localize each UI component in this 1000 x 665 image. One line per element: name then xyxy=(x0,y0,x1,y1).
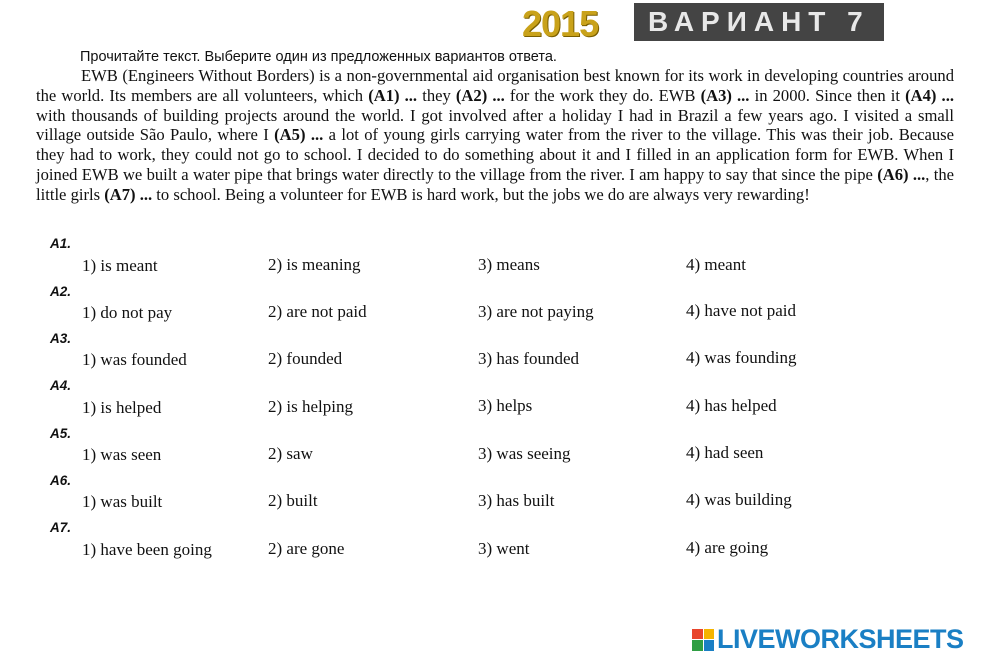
passage-text: with thousands of building projects around the world. I got involved after a holiday I had in Brazil a few years ago. I visited a small village outside São Paulo, where I xyxy=(36,105,954,145)
gap-marker-a7: (A7) ... xyxy=(104,184,153,204)
option-a4-4[interactable]: 4) has helped xyxy=(686,396,777,415)
option-a6-1[interactable]: 1) was built xyxy=(82,492,163,511)
question-label-a6: A6. xyxy=(50,473,72,488)
option-a4-1[interactable]: 1) is helped xyxy=(82,398,162,417)
option-a2-3[interactable]: 3) are not paying xyxy=(478,302,594,321)
option-a7-1[interactable]: 1) have been going xyxy=(82,540,212,559)
logo-square-green xyxy=(692,640,703,651)
gap-marker-a2: (A2) ... xyxy=(455,85,505,105)
option-a3-2[interactable]: 2) founded xyxy=(268,349,343,368)
logo-square-red xyxy=(692,629,703,640)
option-a5-1[interactable]: 1) was seen xyxy=(82,445,162,464)
question-label-a4: A4. xyxy=(50,378,72,393)
option-a2-2[interactable]: 2) are not paid xyxy=(268,302,367,321)
question-label-a5: A5. xyxy=(50,426,72,441)
option-a3-1[interactable]: 1) was founded xyxy=(82,350,187,369)
option-a5-2[interactable]: 2) saw xyxy=(268,444,313,463)
gap-marker-a4: (A4) ... xyxy=(905,85,954,105)
option-a1-3[interactable]: 3) means xyxy=(478,255,540,274)
option-a6-2[interactable]: 2) built xyxy=(268,491,318,510)
instruction-text: Прочитайте текст. Выберите один из предложенных вариантов ответа. xyxy=(80,49,557,65)
option-a7-4[interactable]: 4) are going xyxy=(686,538,769,557)
gap-marker-a5: (A5) ... xyxy=(274,125,324,145)
liveworksheets-brand xyxy=(692,624,964,655)
option-a4-2[interactable]: 2) is helping xyxy=(268,397,353,416)
reading-passage xyxy=(36,66,954,205)
question-label-a3: A3. xyxy=(50,331,72,346)
brand-name: LIVEWORKSHEETS xyxy=(717,624,964,654)
passage-text: in 2000. Since then it xyxy=(749,85,906,105)
question-label-a7: A7. xyxy=(50,520,72,535)
logo-square-blue xyxy=(704,640,715,651)
gap-marker-a1: (A1) ... xyxy=(368,85,418,105)
question-label-a2: A2. xyxy=(50,284,72,299)
passage-text: , the little girls xyxy=(36,164,954,204)
option-a2-1[interactable]: 1) do not pay xyxy=(82,303,173,322)
liveworksheets-logo-icon xyxy=(692,629,714,651)
option-a5-3[interactable]: 3) was seeing xyxy=(478,444,571,463)
passage-text: they xyxy=(417,85,456,105)
option-a5-4[interactable]: 4) had seen xyxy=(686,443,764,462)
variant-banner: ВАРИАНТ 7 xyxy=(634,3,884,41)
passage-text: for the work they do. EWB xyxy=(504,85,701,105)
passage-text: a lot of young girls carrying water from the river to the village. This was their job. Because they had to work, they could not go to school. I decided to do something about it and I filled in an application form for EWB. When I joined EWB we built a water pipe that brings water directly to the village from the river. I am happy to say that since the pipe xyxy=(36,125,954,184)
option-a7-3[interactable]: 3) went xyxy=(478,539,530,558)
option-a3-4[interactable]: 4) was founding xyxy=(686,348,797,367)
gap-marker-a6: (A6) ... xyxy=(877,164,926,184)
logo-square-yellow xyxy=(704,629,715,640)
option-a6-3[interactable]: 3) has built xyxy=(478,491,555,510)
option-a6-4[interactable]: 4) was building xyxy=(686,490,792,509)
year-label: 2015 xyxy=(522,3,599,44)
option-a7-2[interactable]: 2) are gone xyxy=(268,539,345,558)
option-a1-1[interactable]: 1) is meant xyxy=(82,256,158,275)
option-a1-2[interactable]: 2) is meaning xyxy=(268,255,361,274)
passage-text: to school. Being a volunteer for EWB is hard work, but the jobs we do are always very rewarding! xyxy=(152,184,810,204)
question-label-a1: A1. xyxy=(50,236,72,251)
option-a4-3[interactable]: 3) helps xyxy=(478,396,533,415)
gap-marker-a3: (A3) ... xyxy=(700,85,750,105)
option-a1-4[interactable]: 4) meant xyxy=(686,255,746,274)
option-a2-4[interactable]: 4) have not paid xyxy=(686,301,796,320)
option-a3-3[interactable]: 3) has founded xyxy=(478,349,580,368)
passage-text: EWB (Engineers Without Borders) is a non-governmental aid organisation best known for its work in developing countries around the world. Its members are all volunteers, which xyxy=(36,66,954,105)
